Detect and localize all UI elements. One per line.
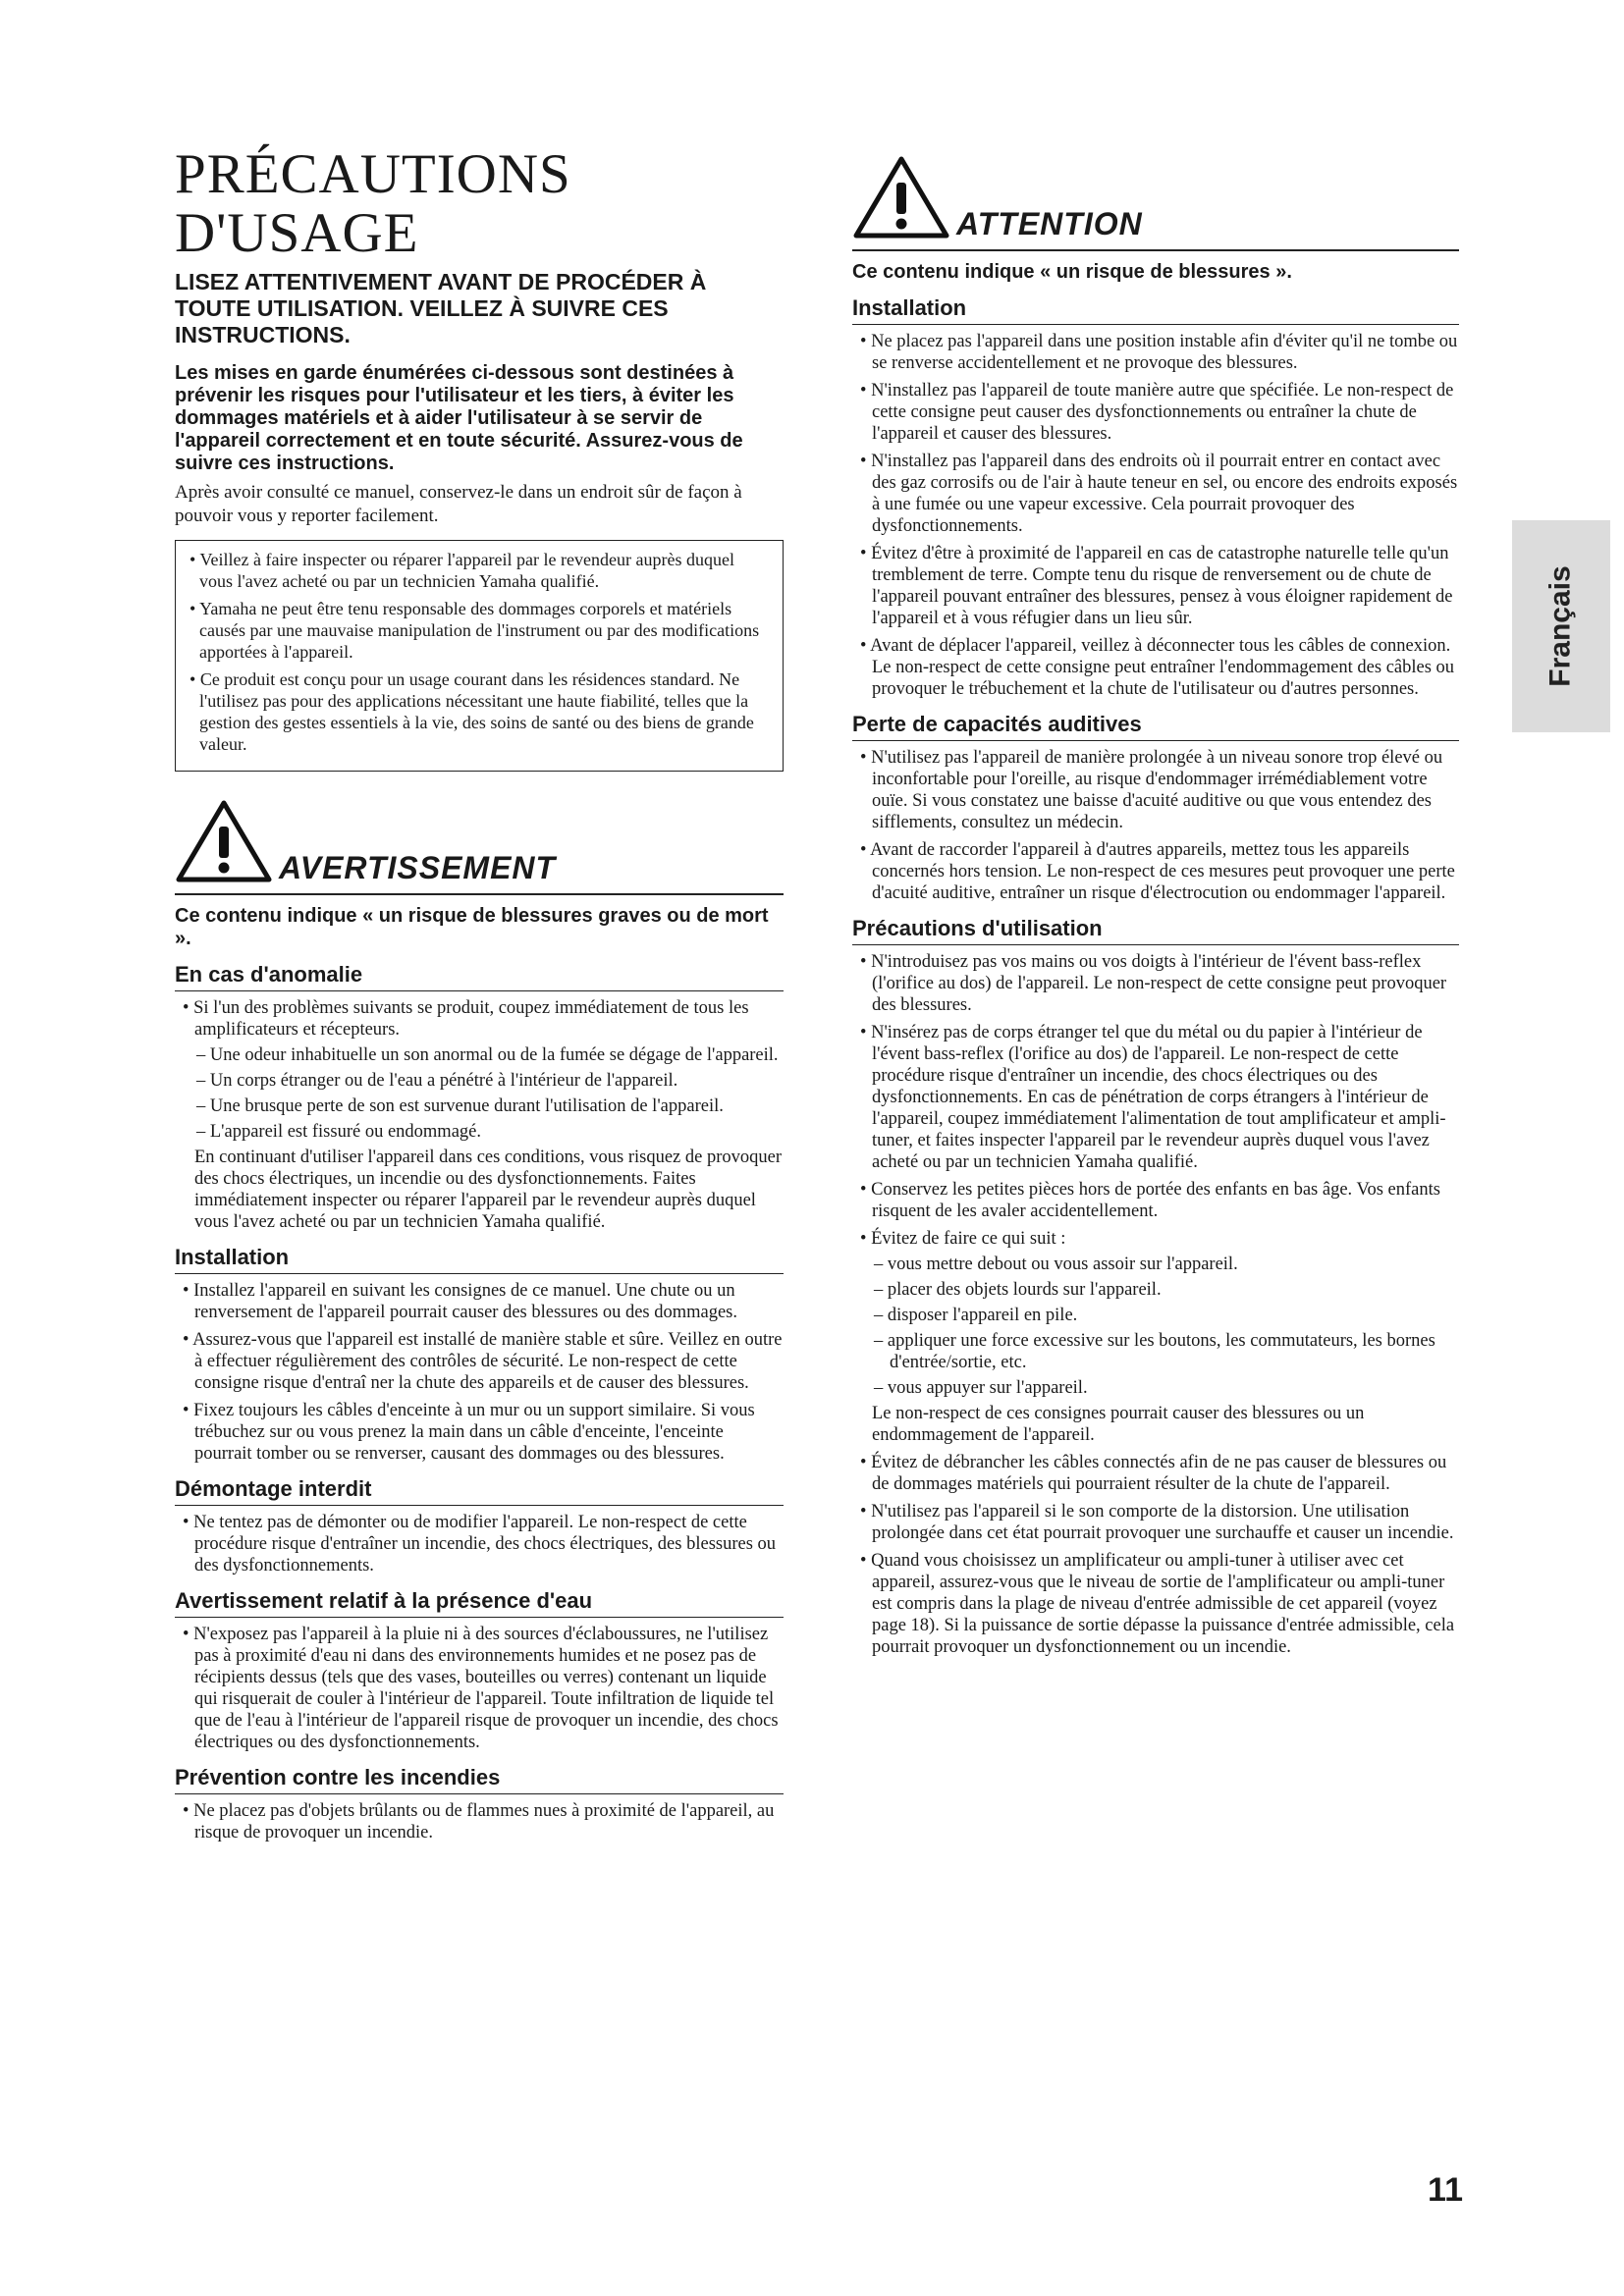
section-incendies <box>175 1765 784 1843</box>
attention-rule <box>852 249 1459 251</box>
list-item: • Évitez d'être à proximité de l'appareil en cas de catastrophe naturelle telle qu'un tremblement de terre. Compte tenu du risque de renversement ou de chute de l'appareil pouvant entraîner des blessures, pensez à vous éloigner rapidement de l'appareil et à vous réfugier dans un lieu sûr. <box>852 543 1459 629</box>
notice-box <box>175 540 784 772</box>
section-title: Prévention contre les incendies <box>175 1765 784 1794</box>
section-auditives <box>852 712 1459 904</box>
notice-item: • Ce produit est conçu pour un usage courant dans les résidences standard. Ne l'utilisez pas pour des applications nécessitant une haute fiabilité, telles que la gestion des gestes essentiels à la vie, des soins de santé ou des biens de grande valeur. <box>186 668 771 755</box>
list-item: • Avant de raccorder l'appareil à d'autres appareils, mettez tous les appareils concernés hors tension. Le non-respect de ces mesures peut provoquer une perte d'acuité auditive, entraîner un risque d'électrocution ou endommager l'appareil. <box>852 839 1459 904</box>
caution-triangle-icon <box>852 155 950 240</box>
page-title: PRÉCAUTIONS D'USAGE <box>175 143 571 264</box>
section-title: En cas d'anomalie <box>175 962 784 991</box>
sub-item: – L'appareil est fissuré ou endommagé. <box>194 1121 784 1143</box>
attention-word: ATTENTION <box>956 206 1143 241</box>
sub-item: – Une brusque perte de son est survenue durant l'utilisation de l'appareil. <box>194 1095 784 1117</box>
sub-item: – placer des objets lourds sur l'appareil. <box>872 1279 1459 1301</box>
warning-rule <box>175 893 784 895</box>
list-item: • Évitez de faire ce qui suit : – vous mettre debout ou vous assoir sur l'appareil. – placer des objets lourds sur l'appareil. – disposer l'appareil en pile. – appliquer une force excessive sur les boutons, les commutateurs, les bornes d'entrée/sortie, etc. – vous appuyer sur l'appareil. Le non-respect de ces consignes pourrait causer des blessures ou un endommagement de l'appareil. <box>852 1228 1459 1446</box>
language-label: Français <box>1544 565 1577 687</box>
attention-concern: Ce contenu indique « un risque de blessures ». <box>852 261 1292 283</box>
list-item: • Évitez de débrancher les câbles connectés afin de ne pas causer de blessures ou de dommages matériels qui pourraient résulter de la chute de l'appareil. <box>852 1452 1459 1495</box>
section-utilisation <box>852 916 1459 1658</box>
section-installation <box>175 1245 784 1465</box>
sub-item: – Une odeur inhabituelle un son anormal ou de la fumée se dégage de l'appareil. <box>194 1044 784 1066</box>
sub-item: – vous appuyer sur l'appareil. <box>872 1377 1459 1399</box>
section-title: Installation <box>175 1245 784 1274</box>
list-item: • N'introduisez pas vos mains ou vos doigts à l'intérieur de l'évent bass-reflex (l'orifice au dos) de l'appareil. Le non-respect de cette consigne peut provoquer des blessures. <box>852 951 1459 1016</box>
list-item: • Ne placez pas d'objets brûlants ou de flammes nues à proximité de l'appareil, au risque de provoquer un incendie. <box>175 1800 784 1843</box>
list-item: • Conservez les petites pièces hors de portée des enfants en bas âge. Vos enfants risquent de les avaler accidentellement. <box>852 1179 1459 1222</box>
attention-header <box>852 151 1459 240</box>
sub-item: – appliquer une force excessive sur les boutons, les commutateurs, les bornes d'entrée/sortie, etc. <box>872 1330 1459 1373</box>
language-tab <box>1512 520 1610 732</box>
section-title: Avertissement relatif à la présence d'eau <box>175 1588 784 1618</box>
page-number: 11 <box>1428 2171 1463 2209</box>
warning-triangle-icon <box>175 799 273 883</box>
warning-concern: Ce contenu indique « un risque de blessures graves ou de mort ». <box>175 905 769 949</box>
intro-text: Après avoir consulté ce manuel, conservez-le dans un endroit sûr de façon à pouvoir vous y reporter facilement. <box>175 482 742 526</box>
warning-header <box>175 795 784 883</box>
section-anomalie <box>175 962 784 1233</box>
item-note: En continuant d'utiliser l'appareil dans ces conditions, vous risquez de provoquer des chocs électriques, un incendie ou des dysfonctionnements. Faites immédiatement inspecter ou réparer l'appareil par le revendeur auprès duquel vous l'avez acheté ou par un technicien Yamaha qualifié. <box>194 1148 783 1232</box>
list-item: • N'utilisez pas l'appareil si le son comporte de la distorsion. Une utilisation prolongée dans cet état pourrait provoquer une surchauffe et causer un incendie. <box>852 1501 1459 1544</box>
sub-item: – disposer l'appareil en pile. <box>872 1305 1459 1326</box>
notice-list <box>186 549 771 755</box>
list-item: • Ne placez pas l'appareil dans une position instable afin d'éviter qu'il ne tombe ou se renverse accidentellement et ne provoque des blessures. <box>852 331 1459 374</box>
notice-item: • Yamaha ne peut être tenu responsable des dommages corporels et matériels causés par une mauvaise manipulation de l'instrument ou par des modifications apportées à l'appareil. <box>186 598 771 663</box>
list-item: • Assurez-vous que l'appareil est installé de manière stable et sûre. Veillez en outre à effectuer régulièrement des contrôles de sécurité. Le non-respect de cette consigne risque d'entraî ner la chute des appareils et de causer des blessures. <box>175 1329 784 1394</box>
intro-bold: Les mises en garde énumérées ci-dessous sont destinées à prévenir les risques pour l'utilisateur et les tiers, à éviter les dommages matériels et à aider l'utilisateur à se servir de l'appareil correctement et en toute sécurité. Assurez-vous de suivre ces instructions. <box>175 362 743 474</box>
list-item: • Si l'un des problèmes suivants se produit, coupez immédiatement de tous les amplificateurs et récepteurs. – Une odeur inhabituelle un son anormal ou de la fumée se dégage de l'appareil. – Un corps étranger ou de l'eau a pénétré à l'intérieur de l'appareil. – Une brusque perte de son est survenue durant l'utilisation de l'appareil. – L'appareil est fissuré ou endommagé. En continuant d'utiliser l'appareil dans ces conditions, vous risquez de provoquer des chocs électriques, un incendie ou des dysfonctionnements. Faites immédiatement inspecter ou réparer l'appareil par le revendeur auprès duquel vous l'avez acheté ou par un technicien Yamaha qualifié. <box>175 997 784 1233</box>
section-title: Précautions d'utilisation <box>852 916 1459 945</box>
list-item: • Ne tentez pas de démonter ou de modifier l'appareil. Le non-respect de cette procédure risque d'entraîner un incendie, des chocs électriques, des blessures ou des dysfonctionnements. <box>175 1512 784 1576</box>
warning-word: AVERTISSEMENT <box>279 850 557 885</box>
section-installation-caution <box>852 295 1459 700</box>
sub-item: – vous mettre debout ou vous assoir sur l'appareil. <box>872 1254 1459 1275</box>
list-item: • Quand vous choisissez un amplificateur ou ampli-tuner à utiliser avec cet appareil, assurez-vous que le niveau de sortie de l'amplificateur ou ampli-tuner est compris dans la plage de niveau d'entrée admissible de cet appareil (voyez page 18). Si la puissance de sortie dépasse la puissance d'entrée admissible, cela pourrait provoquer un dysfonctionnement ou un incendie. <box>852 1550 1459 1658</box>
list-item: • N'utilisez pas l'appareil de manière prolongée à un niveau sonore trop élevé ou inconfortable pour l'oreille, au risque d'endommager irrémédiablement votre ouïe. Si vous constatez une baisse d'acuité auditive ou que vous entendez des sifflements, consultez un médecin. <box>852 747 1459 833</box>
section-title: Perte de capacités auditives <box>852 712 1459 741</box>
sub-item: – Un corps étranger ou de l'eau a pénétré à l'intérieur de l'appareil. <box>194 1070 784 1092</box>
section-eau <box>175 1588 784 1753</box>
list-item: • N'exposez pas l'appareil à la pluie ni à des sources d'éclaboussures, ne l'utilisez pas à proximité d'eau ni dans des environnements humides et ne posez pas de récipients dessus (tels que des vases, bouteilles ou verres) contenant un liquide qui risquerait de couler à l'intérieur de l'appareil. Toute infiltration de liquide tel que de l'eau à l'intérieur de l'appareil risque de provoquer un incendie, des chocs électriques ou des dysfonctionnements. <box>175 1624 784 1753</box>
item-note: Le non-respect de ces consignes pourrait causer des blessures ou un endommagement de l'appareil. <box>872 1404 1365 1445</box>
section-title: Installation <box>852 295 1459 325</box>
list-item: • Installez l'appareil en suivant les consignes de ce manuel. Une chute ou un renversement de l'appareil pourrait causer des blessures ou des dommages. <box>175 1280 784 1323</box>
notice-item: • Veillez à faire inspecter ou réparer l'appareil par le revendeur auprès duquel vous l'avez acheté ou par un technicien Yamaha qualifié. <box>186 549 771 592</box>
list-item: • N'installez pas l'appareil dans des endroits où il pourrait entrer en contact avec des gaz corrosifs ou de l'air à haute teneur en sel, ou encore des endroits exposés à une fumée ou une vapeur excessive. Cela pourrait provoquer des dysfonctionnements. <box>852 451 1459 537</box>
left-column <box>175 145 784 1849</box>
list-item: • N'insérez pas de corps étranger tel que du métal ou du papier à l'intérieur de l'évent bass-reflex (l'orifice au dos) de l'appareil. Le non-respect de cette procédure risque d'entraîner un incendie, des chocs électriques ou des dysfonctionnements. En cas de pénétration de corps étrangers à l'intérieur de l'appareil, coupez immédiatement l'alimentation de tout amplificateur et ampli-tuner, et faites inspecter l'appareil par le revendeur auprès duquel vous l'avez acheté ou par un technicien Yamaha qualifié. <box>852 1022 1459 1173</box>
section-demontage <box>175 1476 784 1576</box>
list-item: • Avant de déplacer l'appareil, veillez à déconnecter tous les câbles de connexion. Le non-respect de cette consigne peut entraîner l'endommagement des câbles ou provoquer le trébuchement et la chute de l'utilisateur ou d'autres personnes. <box>852 635 1459 700</box>
list-item: • Fixez toujours les câbles d'enceinte à un mur ou un support similaire. Si vous trébuchez sur ou vous prenez la main dans un câble d'enceinte, l'enceinte pourrait tomber ou se renverser, causant des dommages ou des blessures. <box>175 1400 784 1465</box>
right-column <box>852 145 1459 1664</box>
list-item: • N'installez pas l'appareil de toute manière autre que spécifiée. Le non-respect de cette consigne peut causer des dysfonctionnements ou entraîner la chute de l'appareil et causer des blessures. <box>852 380 1459 445</box>
section-title: Démontage interdit <box>175 1476 784 1506</box>
intro-caps: LISEZ ATTENTIVEMENT AVANT DE PROCÉDER À TOUTE UTILISATION. VEILLEZ À SUIVRE CES INSTRUCTIONS. <box>175 269 707 347</box>
